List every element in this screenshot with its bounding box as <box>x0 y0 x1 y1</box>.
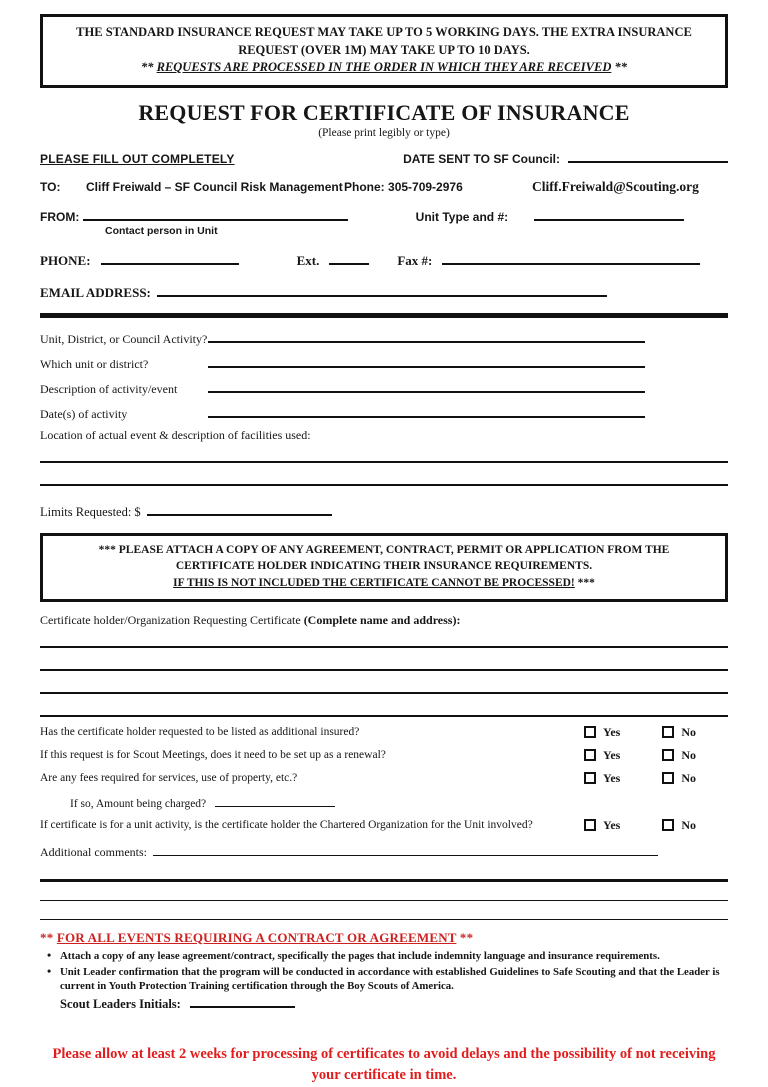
fax-input[interactable] <box>442 252 700 265</box>
additional-comments-row <box>40 844 728 860</box>
description-input[interactable] <box>208 380 645 393</box>
certificate-holder-label <box>40 613 728 628</box>
no-option <box>662 818 696 833</box>
banner-footnote <box>65 59 703 77</box>
yes-no-group <box>584 725 696 740</box>
fillout-date-row <box>40 150 728 166</box>
no-option <box>662 725 696 740</box>
yes-label: Yes <box>603 724 621 739</box>
yes-no-group <box>584 771 696 786</box>
initials-row <box>60 995 728 1012</box>
amount-charged-input[interactable] <box>215 794 335 807</box>
contract-bullet: • Unit Leader confirmation that the program will be conducted in accordance with established Guidelines to Safe Scouting and that the Leader is current in Youth Protection Training certification through the Boy Scouts of America. <box>40 965 728 993</box>
unit-type-label: Unit Type and #: <box>415 209 509 224</box>
phone-field-label: PHONE: <box>40 252 91 268</box>
activity-type-label: Unit, District, or Council Activity? <box>40 331 208 346</box>
ext-label: Ext. <box>296 252 320 268</box>
yes-label: Yes <box>603 747 621 762</box>
yes-option <box>584 748 620 763</box>
date-sent-input[interactable] <box>568 150 728 163</box>
page-subtitle: (Please print legibly or type) <box>318 126 450 139</box>
to-name: Cliff Freiwald – SF Council Risk Management <box>86 179 343 194</box>
no-checkbox[interactable] <box>662 726 674 738</box>
initials-label: Scout Leaders Initials: <box>60 996 181 1011</box>
from-label: FROM: <box>40 209 80 224</box>
ext-input[interactable] <box>329 252 369 265</box>
question-text: If certificate is for a unit activity, is the certificate holder the Chartered Organization for the Unit involved? <box>40 819 533 832</box>
no-checkbox[interactable] <box>662 819 674 831</box>
description-label: Description of activity/event <box>40 381 178 396</box>
no-label: No <box>681 747 696 762</box>
no-checkbox[interactable] <box>662 749 674 761</box>
limits-input[interactable] <box>147 503 332 516</box>
phone-value: 305-709-2976 <box>388 179 463 194</box>
notice-line2-suffix: *** <box>574 576 595 589</box>
unit-type-input[interactable] <box>534 208 684 221</box>
contract-section <box>40 930 728 1012</box>
comments-input-line[interactable] <box>40 870 728 882</box>
questions-section <box>40 725 728 833</box>
yes-checkbox[interactable] <box>584 726 596 738</box>
question-row <box>40 818 728 833</box>
yes-label: Yes <box>603 770 621 785</box>
comments-input-line[interactable] <box>40 882 728 901</box>
certificate-holder-input-line[interactable] <box>40 671 728 694</box>
from-hint: Contact person in Unit <box>105 224 218 237</box>
additional-comments-input[interactable] <box>153 844 658 856</box>
no-option <box>662 748 696 763</box>
date-sent-label: DATE SENT TO SF Council: <box>403 151 560 166</box>
notice-line2 <box>71 575 697 592</box>
contract-heading-prefix: ** <box>40 929 57 945</box>
email-row <box>40 284 728 301</box>
amount-charged-row <box>70 794 728 810</box>
banner-footnote-suffix: ** <box>611 60 627 74</box>
yes-checkbox[interactable] <box>584 772 596 784</box>
certificate-holder-label-bold: (Complete name and address): <box>303 612 461 627</box>
no-label: No <box>681 817 696 832</box>
email-input[interactable] <box>157 284 607 297</box>
initials-input[interactable] <box>190 995 295 1008</box>
no-checkbox[interactable] <box>662 772 674 784</box>
fill-out-completely-label: PLEASE FILL OUT COMPLETELY <box>40 151 235 166</box>
location-label: Location of actual event & description of facilities used: <box>40 427 311 442</box>
limits-label: Limits Requested: $ <box>40 504 141 519</box>
unit-type-group <box>416 208 684 224</box>
no-option <box>662 771 696 786</box>
yes-checkbox[interactable] <box>584 749 596 761</box>
banner-footnote-prefix: ** <box>140 60 157 74</box>
yes-label: Yes <box>603 817 621 832</box>
comments-input-line[interactable] <box>40 901 728 920</box>
location-input-line[interactable] <box>40 443 728 463</box>
question-row <box>40 771 728 786</box>
attachment-notice-box <box>40 533 728 602</box>
contract-heading-suffix: ** <box>456 929 474 945</box>
question-text: Are any fees required for services, use of property, etc.? <box>40 772 298 785</box>
date-sent-group <box>403 150 728 166</box>
contract-heading-underlined: FOR ALL EVENTS REQUIRING A CONTRACT OR AGREEMENT <box>56 929 457 945</box>
location-input-line[interactable] <box>40 463 728 486</box>
email-field-label: EMAIL ADDRESS: <box>40 284 151 300</box>
yes-option <box>584 771 620 786</box>
activity-row <box>40 380 728 397</box>
from-row <box>40 208 728 224</box>
dates-label: Date(s) of activity <box>40 406 128 421</box>
from-input[interactable] <box>83 208 348 221</box>
contract-heading <box>40 930 728 946</box>
phone-fax-row <box>40 252 728 269</box>
yes-option <box>584 725 620 740</box>
dates-input[interactable] <box>208 405 645 418</box>
amount-charged-label: If so, Amount being charged? <box>70 797 207 810</box>
yes-option <box>584 818 620 833</box>
certificate-holder-input-line[interactable] <box>40 648 728 671</box>
question-row <box>40 748 728 763</box>
phone-label: Phone: <box>344 179 385 194</box>
section-divider <box>40 313 728 318</box>
question-text: If this request is for Scout Meetings, does it need to be set up as a renewal? <box>40 749 386 762</box>
phone-input[interactable] <box>101 252 239 265</box>
contract-bullets <box>40 949 728 993</box>
notice-line1: *** PLEASE ATTACH A COPY OF ANY AGREEMENT, CONTRACT, PERMIT OR APPLICATION FROM THE CERTIFICATE HOLDER INDICATING THEIR INSURANCE REQUIREMENTS. <box>98 543 670 573</box>
question-row <box>40 725 728 740</box>
to-row <box>40 179 728 195</box>
notice-line2-underlined: IF THIS IS NOT INCLUDED THE CERTIFICATE CANNOT BE PROCESSED! <box>173 576 575 589</box>
yes-no-group <box>584 748 696 763</box>
yes-no-group <box>584 818 696 833</box>
processing-time-banner <box>40 14 728 88</box>
activity-row <box>40 355 728 372</box>
certificate-holder-label-text: Certificate holder/Organization Requesting Certificate <box>40 612 304 627</box>
page-title: REQUEST FOR CERTIFICATE OF INSURANCE <box>138 99 630 125</box>
which-unit-input[interactable] <box>208 355 645 368</box>
certificate-holder-input-line[interactable] <box>40 628 728 648</box>
email-address-link[interactable]: Cliff.Freiwald@Scouting.org <box>532 178 699 194</box>
banner-footnote-underlined: REQUESTS ARE PROCESSED IN THE ORDER IN WHICH THEY ARE RECEIVED <box>156 60 612 74</box>
activity-row <box>40 330 728 347</box>
banner-text: THE STANDARD INSURANCE REQUEST MAY TAKE UP TO 5 WORKING DAYS. THE EXTRA INSURANCE REQUEST (OVER 1M) MAY TAKE UP TO 10 DAYS. <box>76 25 692 57</box>
activity-row <box>40 405 728 422</box>
fax-label: Fax #: <box>397 252 433 268</box>
to-label: TO: <box>40 179 61 194</box>
activity-type-input[interactable] <box>208 330 645 343</box>
which-unit-label: Which unit or district? <box>40 356 149 371</box>
limits-row <box>40 503 728 520</box>
no-label: No <box>681 724 696 739</box>
certificate-holder-input-line[interactable] <box>40 694 728 717</box>
yes-checkbox[interactable] <box>584 819 596 831</box>
contract-bullet: • Attach a copy of any lease agreement/contract, specifically the pages that include indemnity language and insurance requirements. <box>40 949 728 963</box>
footer-notice: Please allow at least 2 weeks for processing of certificates to avoid delays and the possibility of not receiving your certificate in time. <box>52 1045 716 1084</box>
activity-section <box>40 330 728 520</box>
additional-comments-label: Additional comments: <box>40 844 147 859</box>
no-label: No <box>681 770 696 785</box>
question-text: Has the certificate holder requested to be listed as additional insured? <box>40 726 360 739</box>
